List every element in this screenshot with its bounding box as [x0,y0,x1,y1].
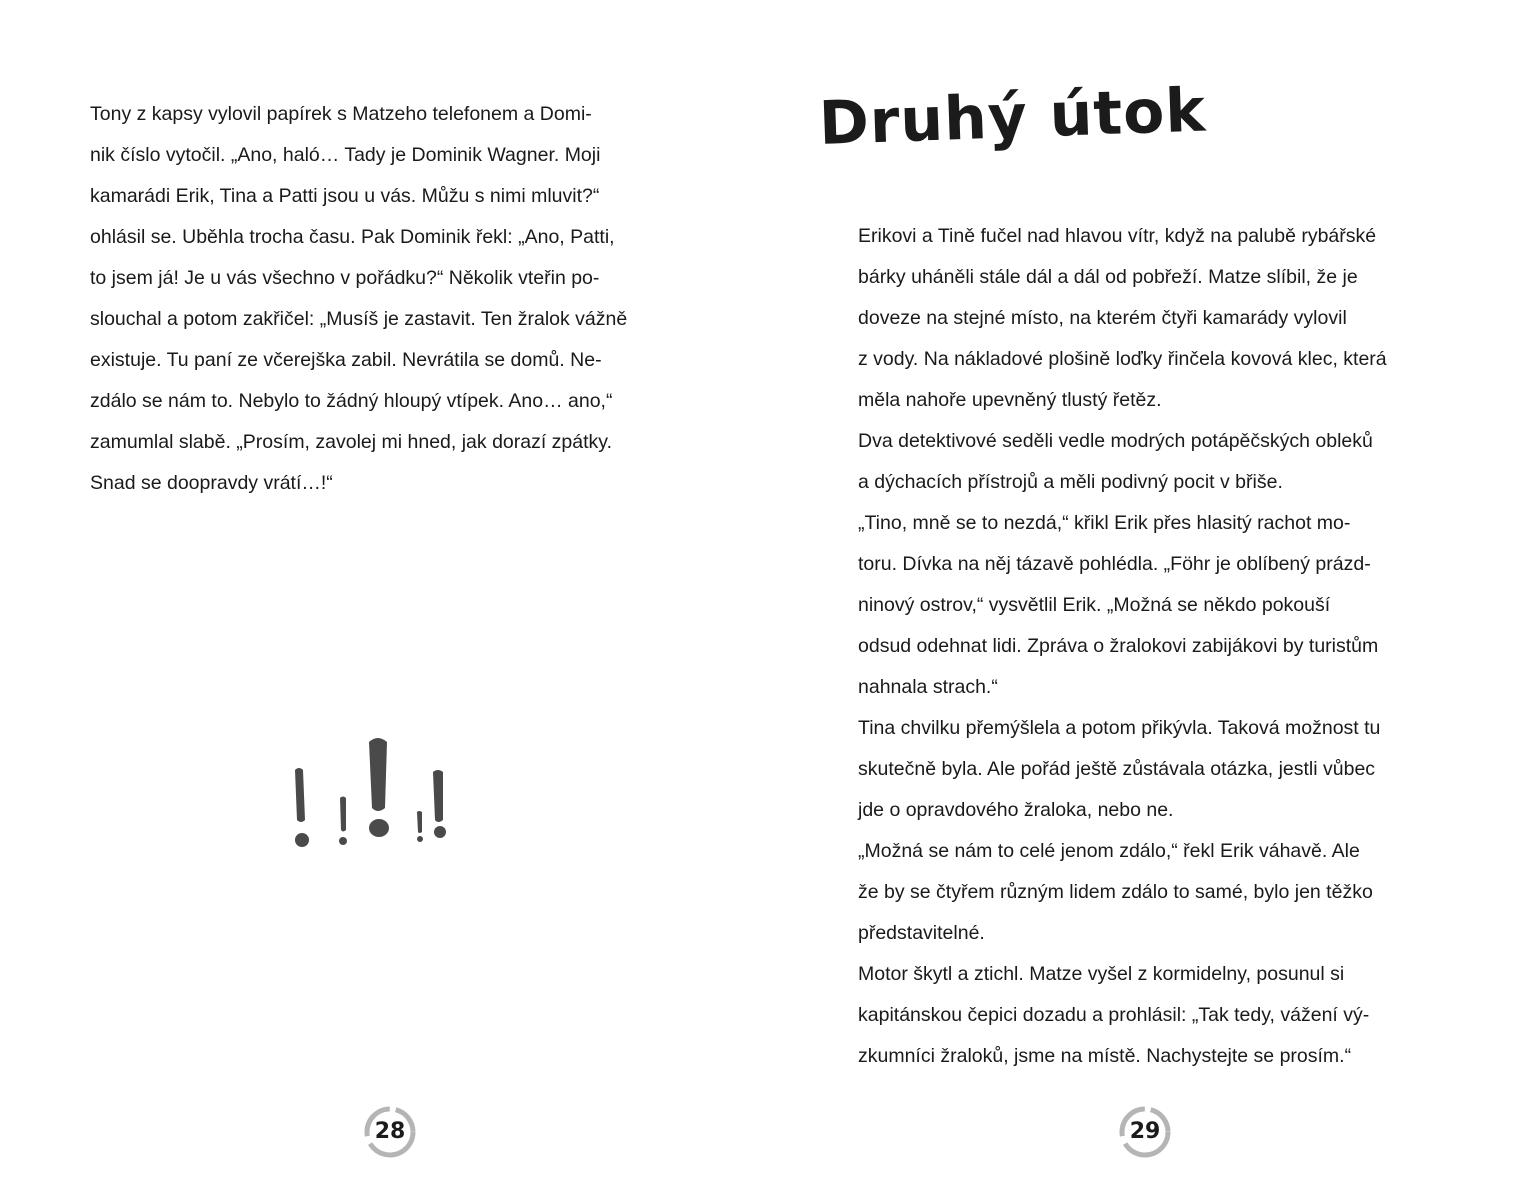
chapter-title: Druhý útok [817,75,1208,159]
right-page-text [858,216,1458,1077]
text-line: představitelné. [858,922,985,944]
text-line: ninový ostrov,“ vysvětlil Erik. „Možná se někdo pokouší [858,594,1331,616]
text-line: Tina chvilku přemýšlela a potom přikývla. Taková možnost tu [858,717,1381,739]
page-number-value: 28 [374,1119,406,1144]
text-line: slouchal a potom zakřičel: „Musíš je zastavit. Ten žralok vážně [90,308,628,330]
text-line: bárky uháněli stále dál a dál od pobřeží. Matze slíbil, že je [858,266,1358,288]
text-line: doveze na stejné místo, na kterém čtyři kamarády vylovil [858,307,1347,329]
left-page [0,0,769,1201]
page-number-left [364,1106,416,1158]
text-line: z vody. Na nákladové plošině loďky řinčela kovová klec, která [858,348,1387,370]
page-number-value: 29 [1129,1119,1161,1144]
text-line: skutečně byla. Ale pořád ještě zůstávala otázka, jestli vůbec [858,758,1376,780]
text-line: zdálo se nám to. Nebylo to žádný hloupý vtípek. Ano… ano,“ [90,390,613,412]
text-line: Snad se doopravdy vrátí…!“ [90,472,333,494]
text-line: Motor škytl a ztichl. Matze vyšel z kormidelny, posunul si [858,963,1345,985]
text-line: odsud odehnat lidi. Zpráva o žralokovi zabijákovi by turistům [858,635,1379,657]
text-line: Dva detektivové seděli vedle modrých potápěčských obleků [858,430,1373,452]
text-line: že by se čtyřem různým lidem zdálo to samé, bylo jen těžko [858,881,1373,903]
text-line: zkumníci žraloků, jsme na místě. Nachystejte se prosím.“ [858,1045,1352,1067]
text-line: zamumlal slabě. „Prosím, zavolej mi hned, jak dorazí zpátky. [90,431,613,453]
text-line: to jsem já! Je u vás všechno v pořádku?“ Několik vteřin po- [90,267,600,289]
right-page [769,0,1539,1201]
text-line: Tony z kapsy vylovil papírek s Matzeho telefonem a Domi- [90,103,592,125]
text-line: měla nahoře upevněný tlustý řetěz. [858,389,1162,411]
text-line: kapitánskou čepici dozadu a prohlásil: „Tak tedy, vážení vý- [858,1004,1370,1026]
text-line: „Možná se nám to celé jenom zdálo,“ řekl Erik váhavě. Ale [858,840,1360,862]
text-line: existuje. Tu paní ze včerejška zabil. Nevrátila se domů. Ne- [90,349,602,371]
page-number-right [1119,1106,1171,1158]
text-line: nik číslo vytočil. „Ano, haló… Tady je Dominik Wagner. Moji [90,144,601,166]
text-line: Erikovi a Tině fučel nad hlavou vítr, když na palubě rybářské [858,225,1377,247]
left-page-text [90,94,690,504]
text-line: „Tino, mně se to nezdá,“ křikl Erik přes hlasitý rachot mo- [858,512,1351,534]
text-line: a dýchacích přístrojů a měli podivný pocit v břiše. [858,471,1283,493]
text-line: jde o opravdového žraloka, nebo ne. [858,799,1174,821]
text-line: nahnala strach.“ [858,676,998,698]
text-line: ohlásil se. Uběhla trocha času. Pak Dominik řekl: „Ano, Patti, [90,226,615,248]
text-line: kamarádi Erik, Tina a Patti jsou u vás. Můžu s nimi mluvit?“ [90,185,600,207]
text-line: toru. Dívka na něj tázavě pohlédla. „Föhr je oblíbený prázd- [858,553,1371,575]
exclamation-marks-icon [285,720,465,860]
